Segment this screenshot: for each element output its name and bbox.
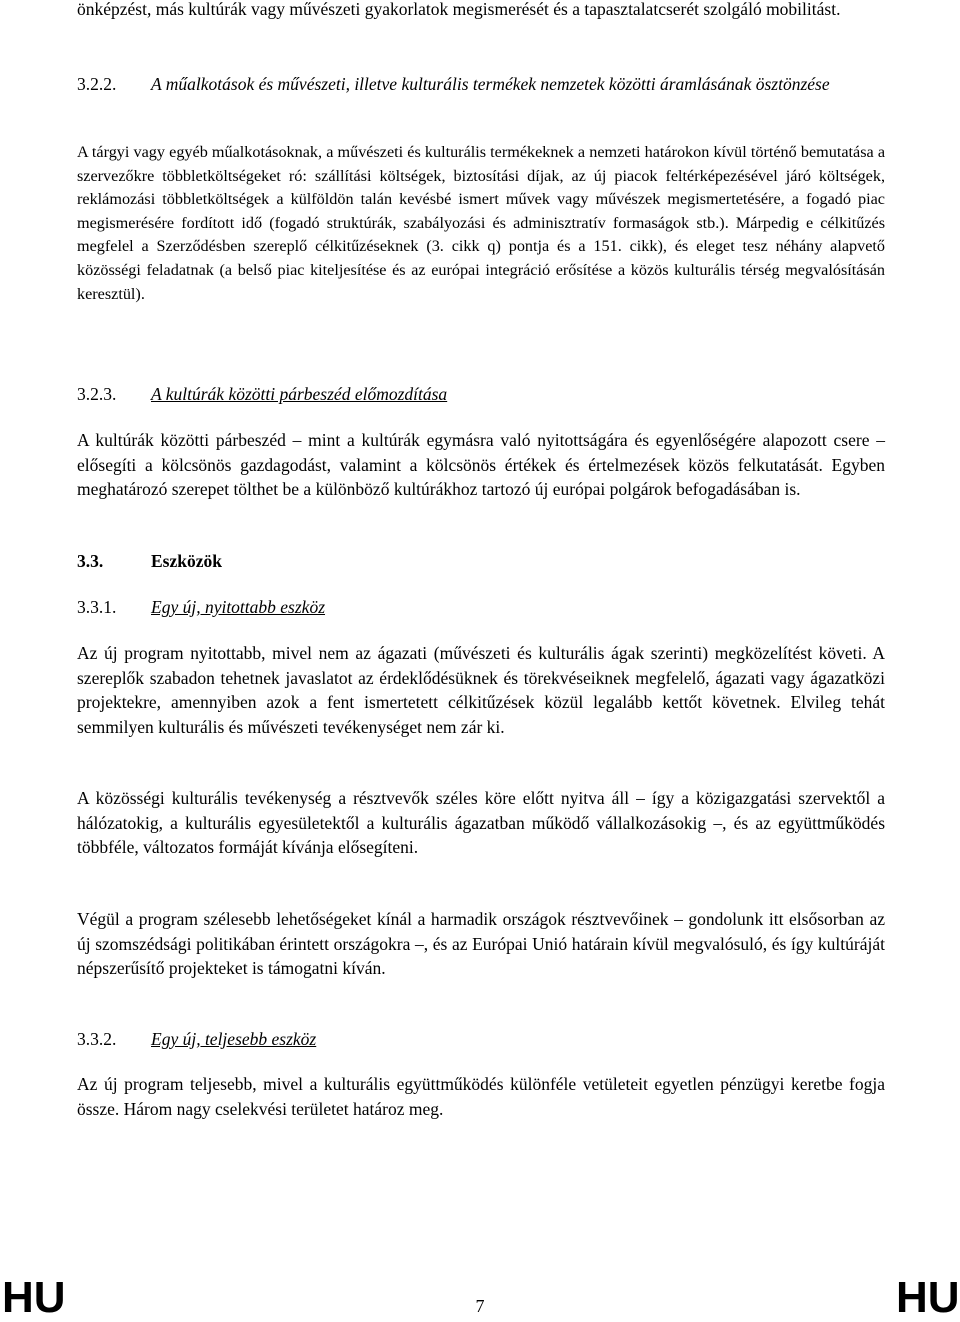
paragraph-3-3-1-b: A közösségi kulturális tevékenység a résztvevők széles köre előtt nyitva áll – így a közigazgatási szervektől a hálózatokig, a kulturális egyesületektől a kulturális ágazatban működő vállalkozásokig –, és az együttműködés többféle, változatos formáját kívánja elősegíteni. [77,788,885,858]
paragraph-3-3-1-c: Végül a program szélesebb lehetőségeket kínál a harmadik országok résztvevőinek – gondolunk itt elsősorban az új szomszédsági politikában érintett országokra –, és az Európai Unió határain kívül megvalósuló, és így kultúráját népszerűsítő projekteket is támogatni kíván. [77,909,885,979]
heading-title: Eszközök [151,551,222,571]
heading-title: Egy új, nyitottabb eszköz [151,597,326,617]
heading-title: A kultúrák közötti párbeszéd előmozdítása [151,384,448,404]
paragraph-3-3-2: Az új program teljesebb, mivel a kulturális együttműködés különféle vetületeit egyetlen pénzügyi keretbe fogja össze. Három nagy cselekvési területet határoz meg. [77,1074,885,1119]
heading-number: 3.3.1. [77,597,117,617]
heading-3-3-1 [77,595,885,620]
heading-number: 3.2.2. [77,74,117,94]
footer-language-right: HU [896,1273,960,1322]
heading-3-2-2 [77,72,885,97]
paragraph-3-3-1-a: Az új program nyitottabb, mivel nem az ágazati (művészeti és kulturális ágak szerinti) megközelítést követi. A szereplők szabadon tehetnek javaslatot az érdeklődésüknek és törekvéseiknek megfelelő, ágazati vagy ágazatközi projektekre, amennyiben azok a fent ismertetett célkitűzések közül legalább kettőt követnek. Elvileg tehát semmilyen kulturális és művészeti tevékenységet nem zár ki. [77,643,885,738]
heading-3-2-3 [77,382,885,407]
heading-number: 3.3.2. [77,1029,117,1049]
heading-title: A műalkotások és művészeti, illetve kulturális termékek nemzetek közötti áramlásának ösztönzése [151,74,830,94]
paragraph-3-2-2: A tárgyi vagy egyéb műalkotásoknak, a művészeti és kulturális termékeknek a nemzeti határokon kívül történő bemutatása a szervezőkre többletköltségeket ró: szállítási költségek, biztosítási díjak, az új piacok feltérképezésével járó költségek, reklámozási többletköltségek a külföldön talán kevésbé ismert művek vagy művészek megismertetésére, a fogadó piac megismerésére fordított idő (fogadó struktúrák, szabályozási és adminisztratív formaságok stb.). Márpedig e célkitűzés megfelel a Szerződésben szereplő célkitűzéseknek (3. cikk q) pontja és a 151. cikk), és eleget tesz néhány alapvető közösségi feladatnak (a belső piac kiteljesítése és az európai integráció erősítése a közös kulturális térség megvalósításán keresztül). [77,143,885,303]
page-number: 7 [475,1296,485,1316]
paragraph-3-2-3: A kultúrák közötti párbeszéd – mint a kultúrák egymásra való nyitottságára és egyenlőségére alapozott csere – elősegíti a kölcsönös gazdagodást, valamint a kölcsönös értékek és értelmezések közös felkutatását. Egyben meghatározó szerepet tölthet be a különböző kultúrákhoz tartozó új európai polgárok befogadásában is. [77,430,885,500]
heading-3-3 [77,549,885,574]
heading-number: 3.3. [77,551,104,571]
intro-paragraph: önképzést, más kultúrák vagy művészeti gyakorlatok megismerését és a tapasztalatcserét szolgáló mobilitást. [77,0,841,19]
heading-3-3-2 [77,1027,885,1052]
footer-language-left: HU [2,1273,66,1322]
heading-title: Egy új, teljesebb eszköz [151,1029,317,1049]
heading-number: 3.2.3. [77,384,117,404]
